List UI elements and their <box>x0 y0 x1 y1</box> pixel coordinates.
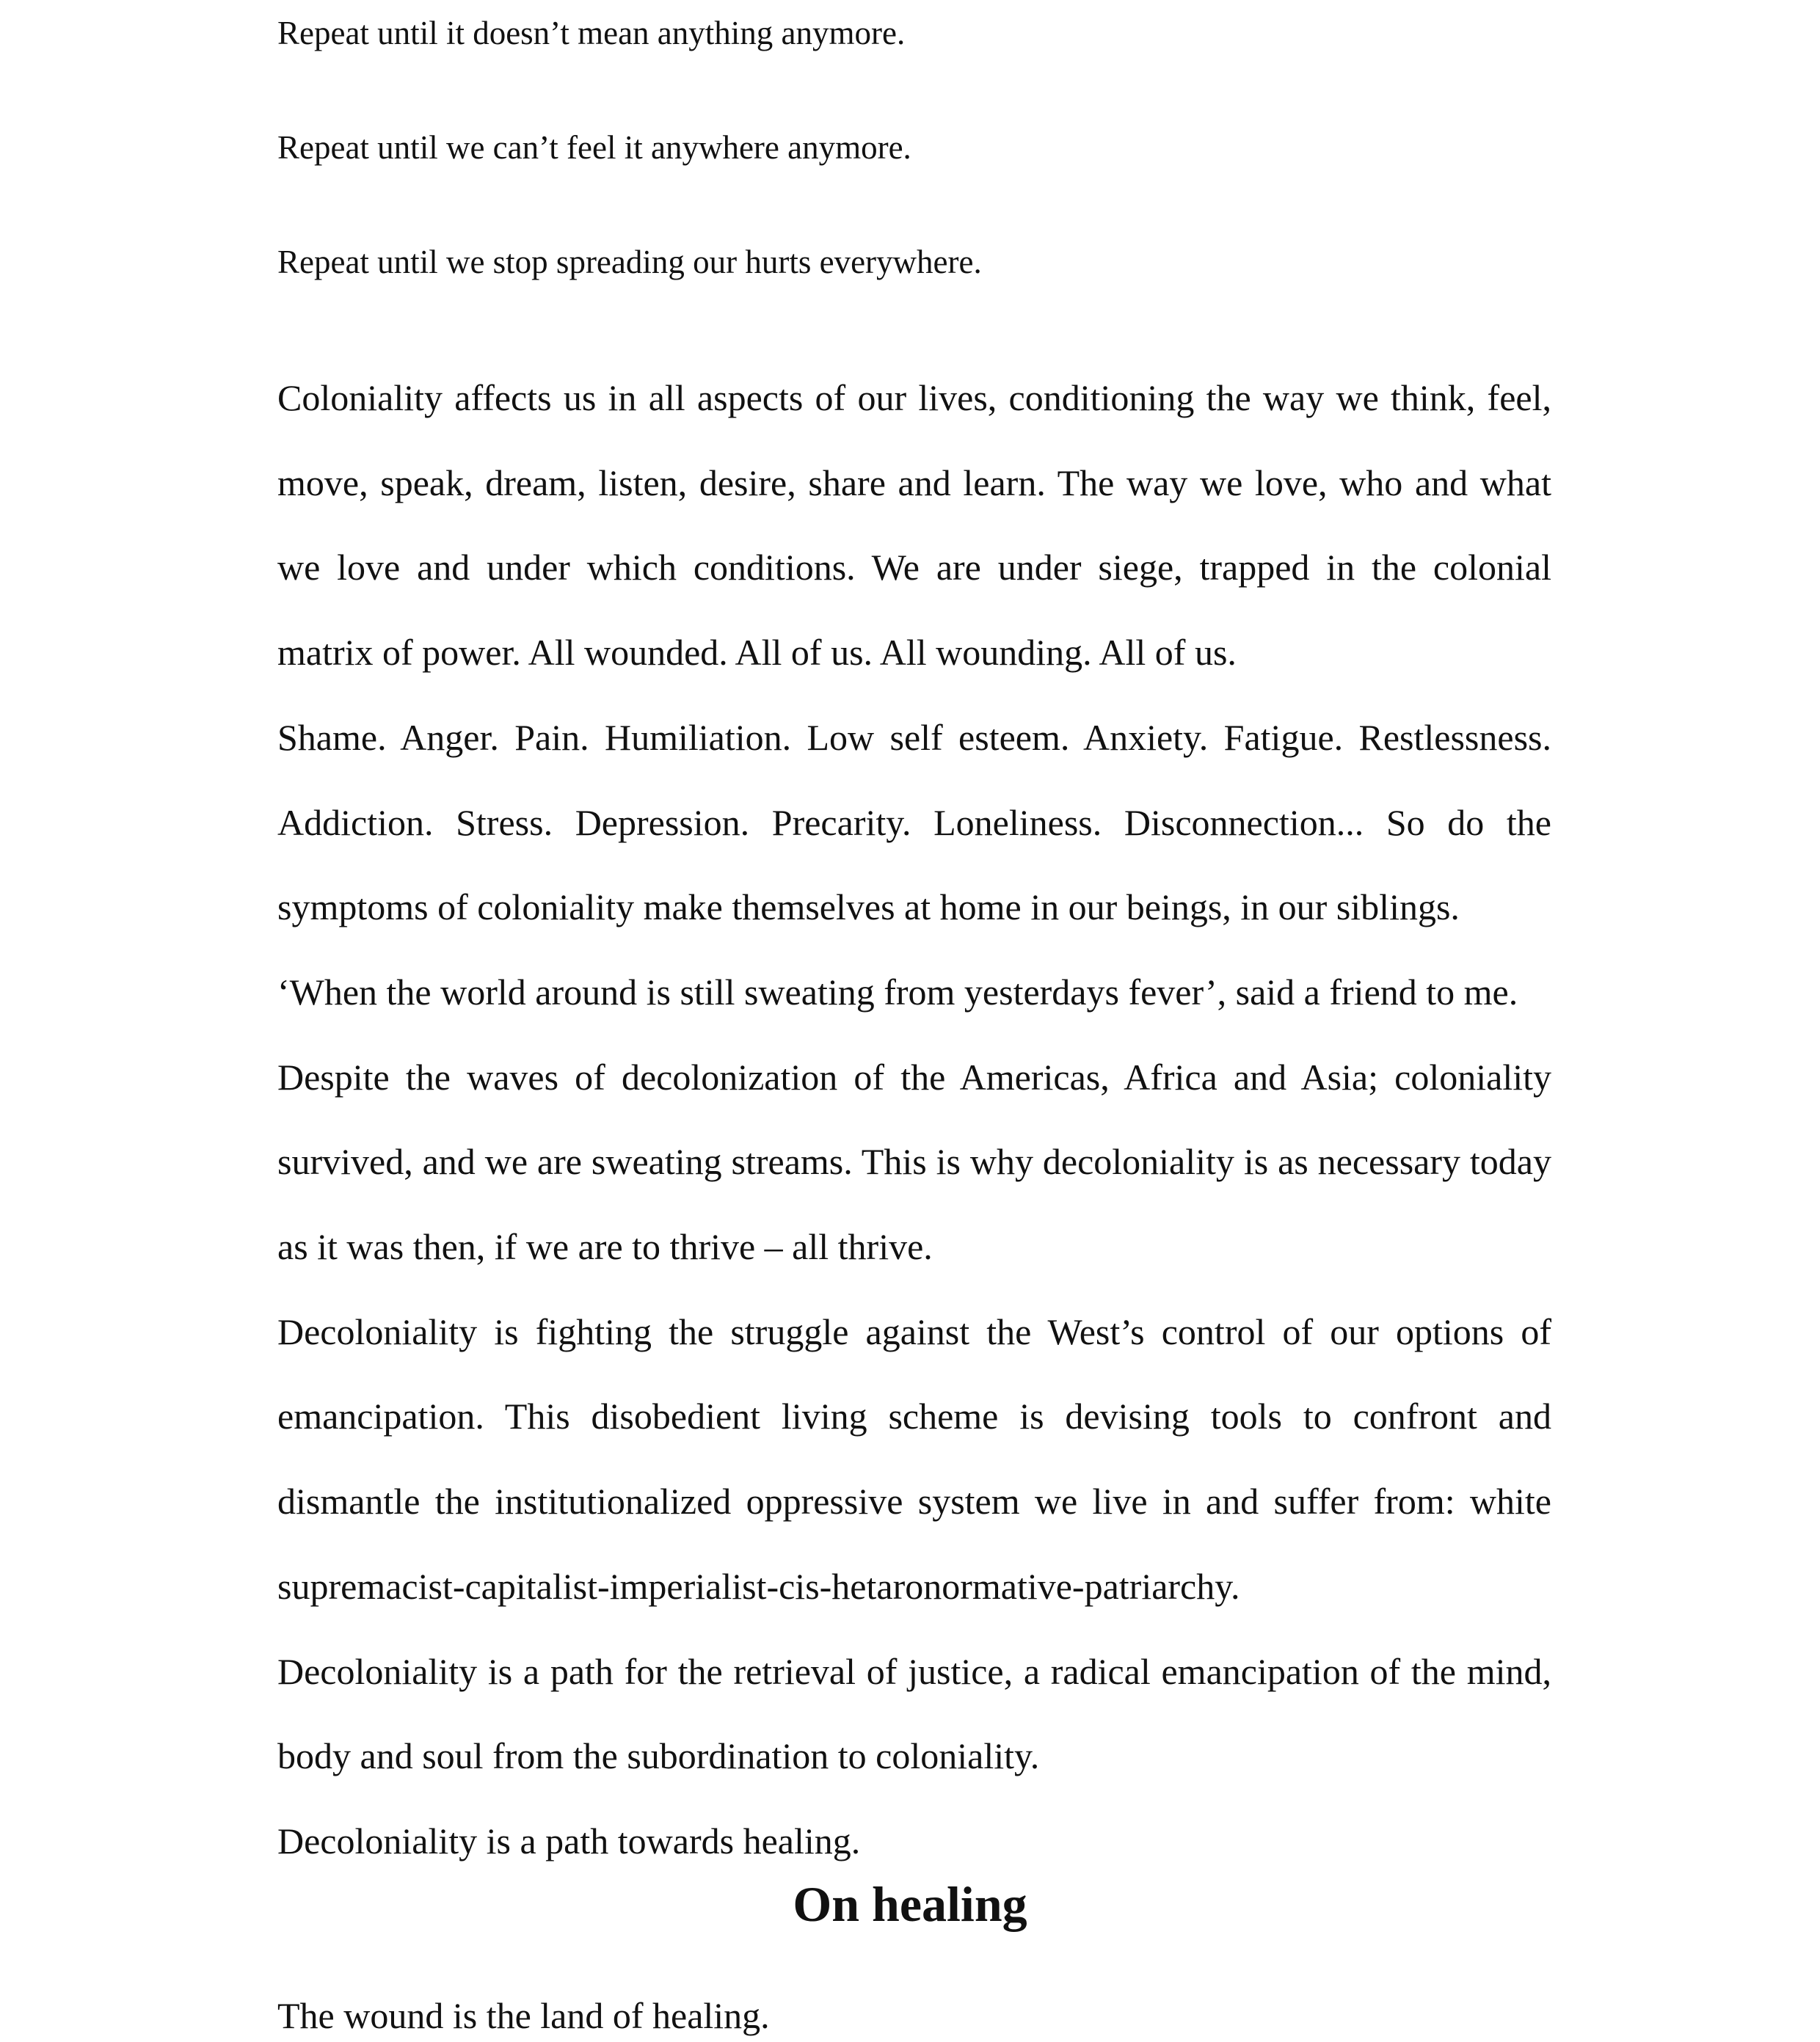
repeat-line-3: Repeat until we stop spreading our hurts everywhere. <box>277 244 982 280</box>
repeat-line-2: Repeat until we can’t feel it anywhere anymore. <box>277 129 911 166</box>
paragraph-decoloniality-justice: Decoloniality is a path for the retrieval of justice, a radical emancipation of the mind, body and soul from the subordination to coloniality. <box>277 1650 1551 1777</box>
paragraph-symptoms: Shame. Anger. Pain. Humiliation. Low self esteem. Anxiety. Fatigue. Restlessness. Addiction. Stress. Depression. Precarity. Loneliness. Disconnection... So do the symptoms of coloniality make themselves at home in our beings, in our siblings. <box>277 716 1551 928</box>
paragraph-decoloniality-struggle: Decoloniality is fighting the struggle against the West’s control of our options of emancipation. This disobedient living scheme is devising tools to confront and dismantle the institutionalized oppressive system we live in and suffer from: white supremacist-capitalist-imperialist-cis-hetaronormative-patriarchy. <box>277 1310 1551 1607</box>
body-text <box>277 356 1551 1884</box>
paragraph-friend-quote: ‘When the world around is still sweating from yesterdays fever’, said a friend to me. <box>277 971 1518 1013</box>
paragraph-decolonization-waves: Despite the waves of decolonization of the Americas, Africa and Asia; coloniality survived, and we are sweating streams. This is why decoloniality is as necessary today as it was then, if we are to thrive – all thrive. <box>277 1056 1551 1268</box>
paragraph-decoloniality-healing: Decoloniality is a path towards healing. <box>277 1820 861 1861</box>
repeat-line-1: Repeat until it doesn’t mean anything anymore. <box>277 15 906 51</box>
paragraph-coloniality-affects: Coloniality affects us in all aspects of our lives, conditioning the way we think, feel, move, speak, dream, listen, desire, share and learn. The way we love, who and what we love and under which conditions. We are under siege, trapped in the colonial matrix of power. All wounded. All of us. All wounding. All of us. <box>277 377 1551 674</box>
closing-line: The wound is the land of healing. <box>277 1995 770 2036</box>
section-heading: On healing <box>793 1876 1027 1932</box>
